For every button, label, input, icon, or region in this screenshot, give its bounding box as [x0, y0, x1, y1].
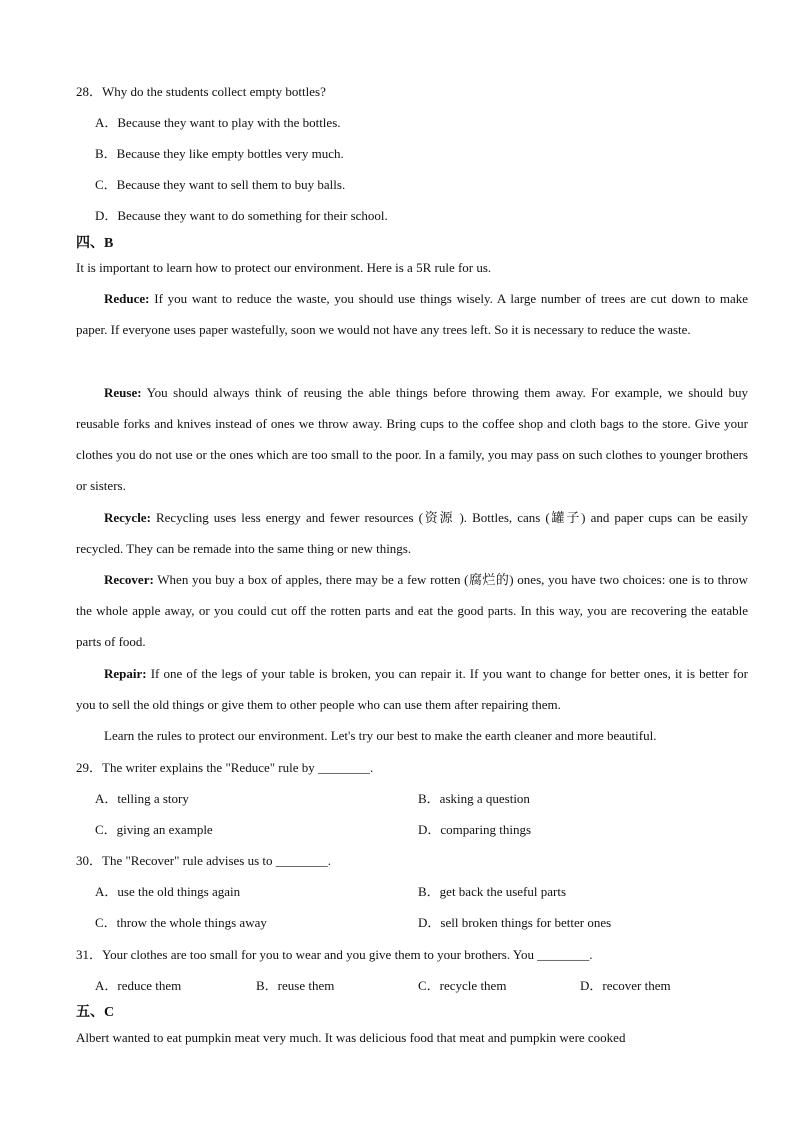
paragraph-lead: Repair:	[104, 666, 147, 681]
paragraph-lead: Reduce:	[104, 291, 150, 306]
paragraph-text: When you buy a box of apples, there may be a few rotten (腐烂的) ones, you have two choices: one is to throw the whole apple away, or you could cut off the rotten parts and eat the good parts. In this way, you are recovering the eatable parts of food.	[76, 572, 748, 649]
q30-option-d: D．sell broken things for better ones	[418, 915, 612, 930]
paragraph-lead: Recycle:	[104, 510, 151, 525]
q31-option-c: C．recycle them	[418, 978, 507, 993]
paragraph-text: You should always think of reusing the able things before throwing them away. For example, we should buy reusable forks and knives instead of ones we throw away. Bring cups to the coffee shop and cloth bags to the store. Give your clothes you do not use or the ones which are too small to the poor. In a family, you may pass on such clothes to younger brothers or sisters.	[76, 385, 748, 493]
paragraph-text: Learn the rules to protect our environment. Let's try our best to make the earth cleaner and more beautiful.	[104, 728, 657, 743]
q28-option-b: B．Because they like empty bottles very much.	[95, 146, 344, 161]
q28-option-d: D．Because they want to do something for their school.	[95, 208, 388, 223]
q29-option-a: A．telling a story	[95, 791, 189, 806]
q28-option-a: A．Because they want to play with the bottles.	[95, 115, 341, 130]
q28-stem: 28．Why do the students collect empty bottles?	[76, 84, 326, 99]
q30-option-c: C．throw the whole things away	[95, 915, 267, 930]
q29-stem: 29．The writer explains the "Reduce" rule by ________.	[76, 760, 374, 775]
q28-option-c: C．Because they want to sell them to buy balls.	[95, 177, 346, 192]
paragraph-text: If one of the legs of your table is broken, you can repair it. If you want to change for better ones, it is better for you to sell the old things or give them to other people who can use them after repairing them.	[76, 666, 748, 712]
paragraph-text: If you want to reduce the waste, you should use things wisely. A large number of trees are cut down to make paper. If everyone uses paper wastefully, soon we would not have any trees left. So it is necessary to reduce the waste.	[76, 291, 748, 337]
q29-option-b: B．asking a question	[418, 791, 530, 806]
q30-option-a: A．use the old things again	[95, 884, 241, 899]
q31-option-a: A．reduce them	[95, 978, 182, 993]
paragraph-conclusion	[76, 720, 748, 751]
section5-heading: 五、C	[76, 1005, 115, 1020]
section4-intro: It is important to learn how to protect our environment. Here is a 5R rule for us.	[76, 260, 492, 275]
q29-option-c: C．giving an example	[95, 822, 213, 837]
paragraph-lead: Reuse:	[104, 385, 142, 400]
paragraph-lead: Recover:	[104, 572, 154, 587]
paragraph-text: Recycling uses less energy and fewer resources (资源 ). Bottles, cans (罐子) and paper cups can be easily recycled. They can be remade into the same thing or new things.	[76, 510, 748, 556]
paragraph-reuse	[76, 377, 748, 501]
q29-option-d: D．comparing things	[418, 822, 532, 837]
section4-heading: 四、B	[76, 236, 114, 251]
paragraph-recover	[76, 564, 748, 657]
q31-option-d: D．recover them	[580, 978, 671, 993]
q31-option-b: B．reuse them	[256, 978, 335, 993]
paragraph-recycle	[76, 502, 748, 564]
paragraph-repair	[76, 658, 748, 720]
q31-stem: 31．Your clothes are too small for you to wear and you give them to your brothers. You ________.	[76, 947, 593, 962]
q30-option-b: B．get back the useful parts	[418, 884, 567, 899]
section5-text: Albert wanted to eat pumpkin meat very much. It was delicious food that meat and pumpkin were cooked	[76, 1030, 626, 1045]
paragraph-reduce	[76, 283, 748, 345]
q30-stem: 30．The "Recover" rule advises us to ________.	[76, 853, 332, 868]
